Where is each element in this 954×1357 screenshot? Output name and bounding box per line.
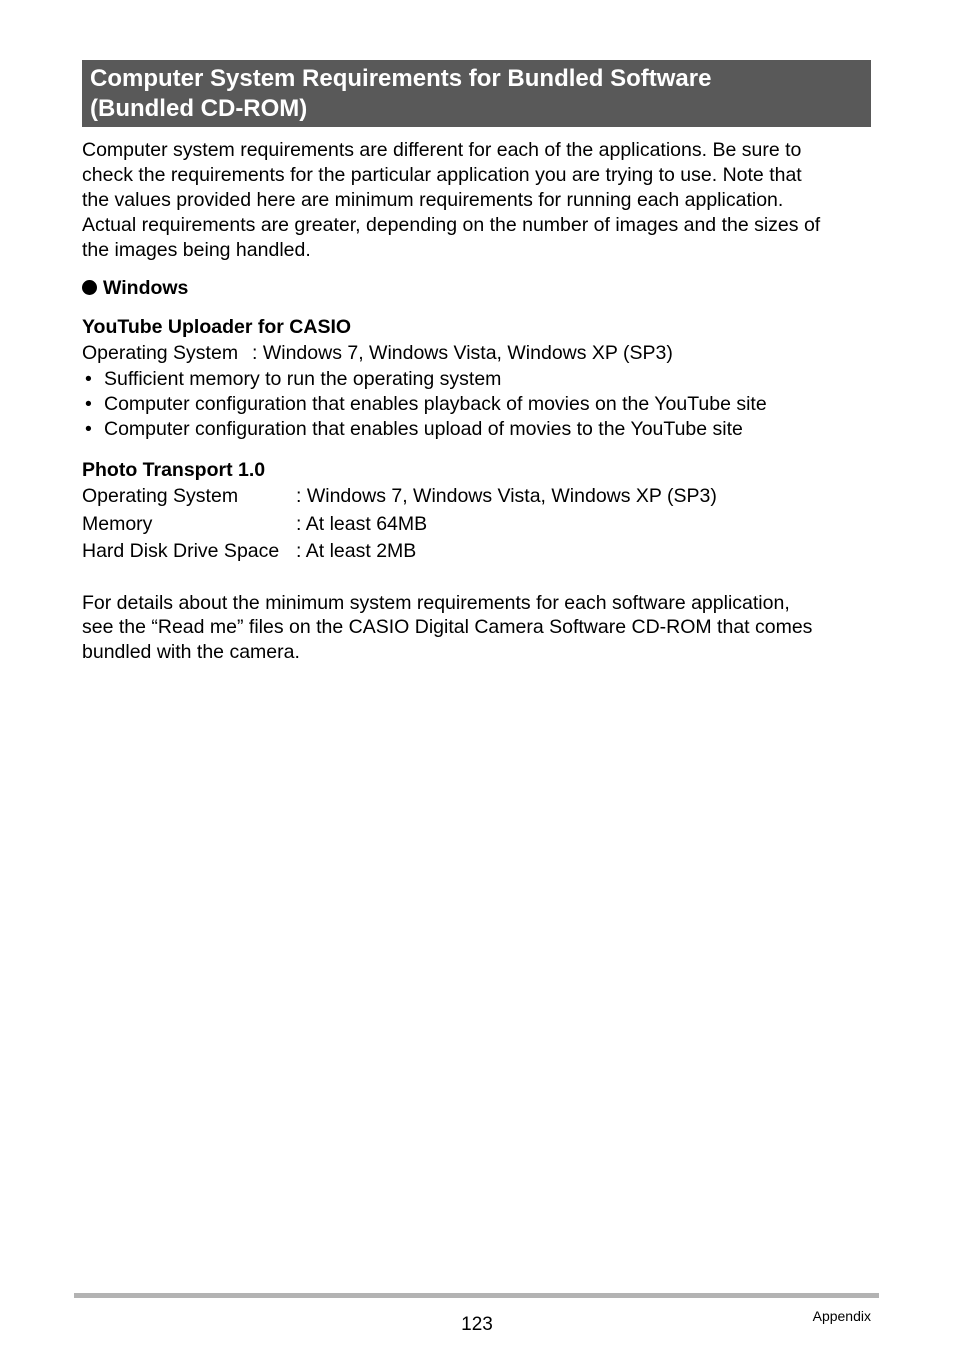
os-value: : Windows 7, Windows Vista, Windows XP (SP3) <box>252 342 673 364</box>
details-line: see the “Read me” files on the CASIO Digital Camera Software CD-ROM that comes <box>82 616 813 638</box>
requirement-bullet: Sufficient memory to run the operating system <box>104 368 502 390</box>
requirement-bullet: Computer configuration that enables upload of movies to the YouTube site <box>104 418 743 440</box>
footer-section-label: Appendix <box>812 1308 871 1324</box>
bullet-icon: • <box>85 368 92 390</box>
page-number: 123 <box>461 1314 493 1335</box>
details-line: bundled with the camera. <box>82 641 300 663</box>
requirement-value: : Windows 7, Windows Vista, Windows XP (SP3) <box>296 485 717 507</box>
youtube-uploader-title: YouTube Uploader for CASIO <box>82 316 352 338</box>
requirement-bullet: Computer configuration that enables playback of movies on the YouTube site <box>104 393 767 415</box>
intro-line: Actual requirements are greater, depending on the number of images and the sizes of <box>82 214 821 236</box>
heading-line-1: Computer System Requirements for Bundled Software <box>90 65 712 92</box>
requirement-value: : At least 64MB <box>296 513 428 535</box>
os-label: Operating System <box>82 342 239 364</box>
filled-circle-bullet-icon <box>82 280 97 295</box>
bullet-icon: • <box>85 418 92 440</box>
requirement-label: Operating System <box>82 485 239 507</box>
photo-transport-title: Photo Transport 1.0 <box>82 459 266 481</box>
requirement-label: Hard Disk Drive Space <box>82 540 280 562</box>
bullet-icon: • <box>85 393 92 415</box>
footer-divider <box>74 1293 879 1298</box>
details-line: For details about the minimum system requirements for each software application, <box>82 592 790 614</box>
section-heading <box>82 60 871 127</box>
intro-line: the values provided here are minimum requirements for running each application. <box>82 189 784 211</box>
requirement-label: Memory <box>82 513 153 535</box>
requirement-value: : At least 2MB <box>296 540 417 562</box>
heading-line-2: (Bundled CD-ROM) <box>90 95 308 122</box>
intro-line: Computer system requirements are different for each of the applications. Be sure to <box>82 139 802 161</box>
windows-heading <box>82 276 188 301</box>
intro-line: the images being handled. <box>82 239 311 261</box>
intro-line: check the requirements for the particular application you are trying to use. Note that <box>82 164 802 186</box>
windows-label: Windows <box>103 277 189 299</box>
